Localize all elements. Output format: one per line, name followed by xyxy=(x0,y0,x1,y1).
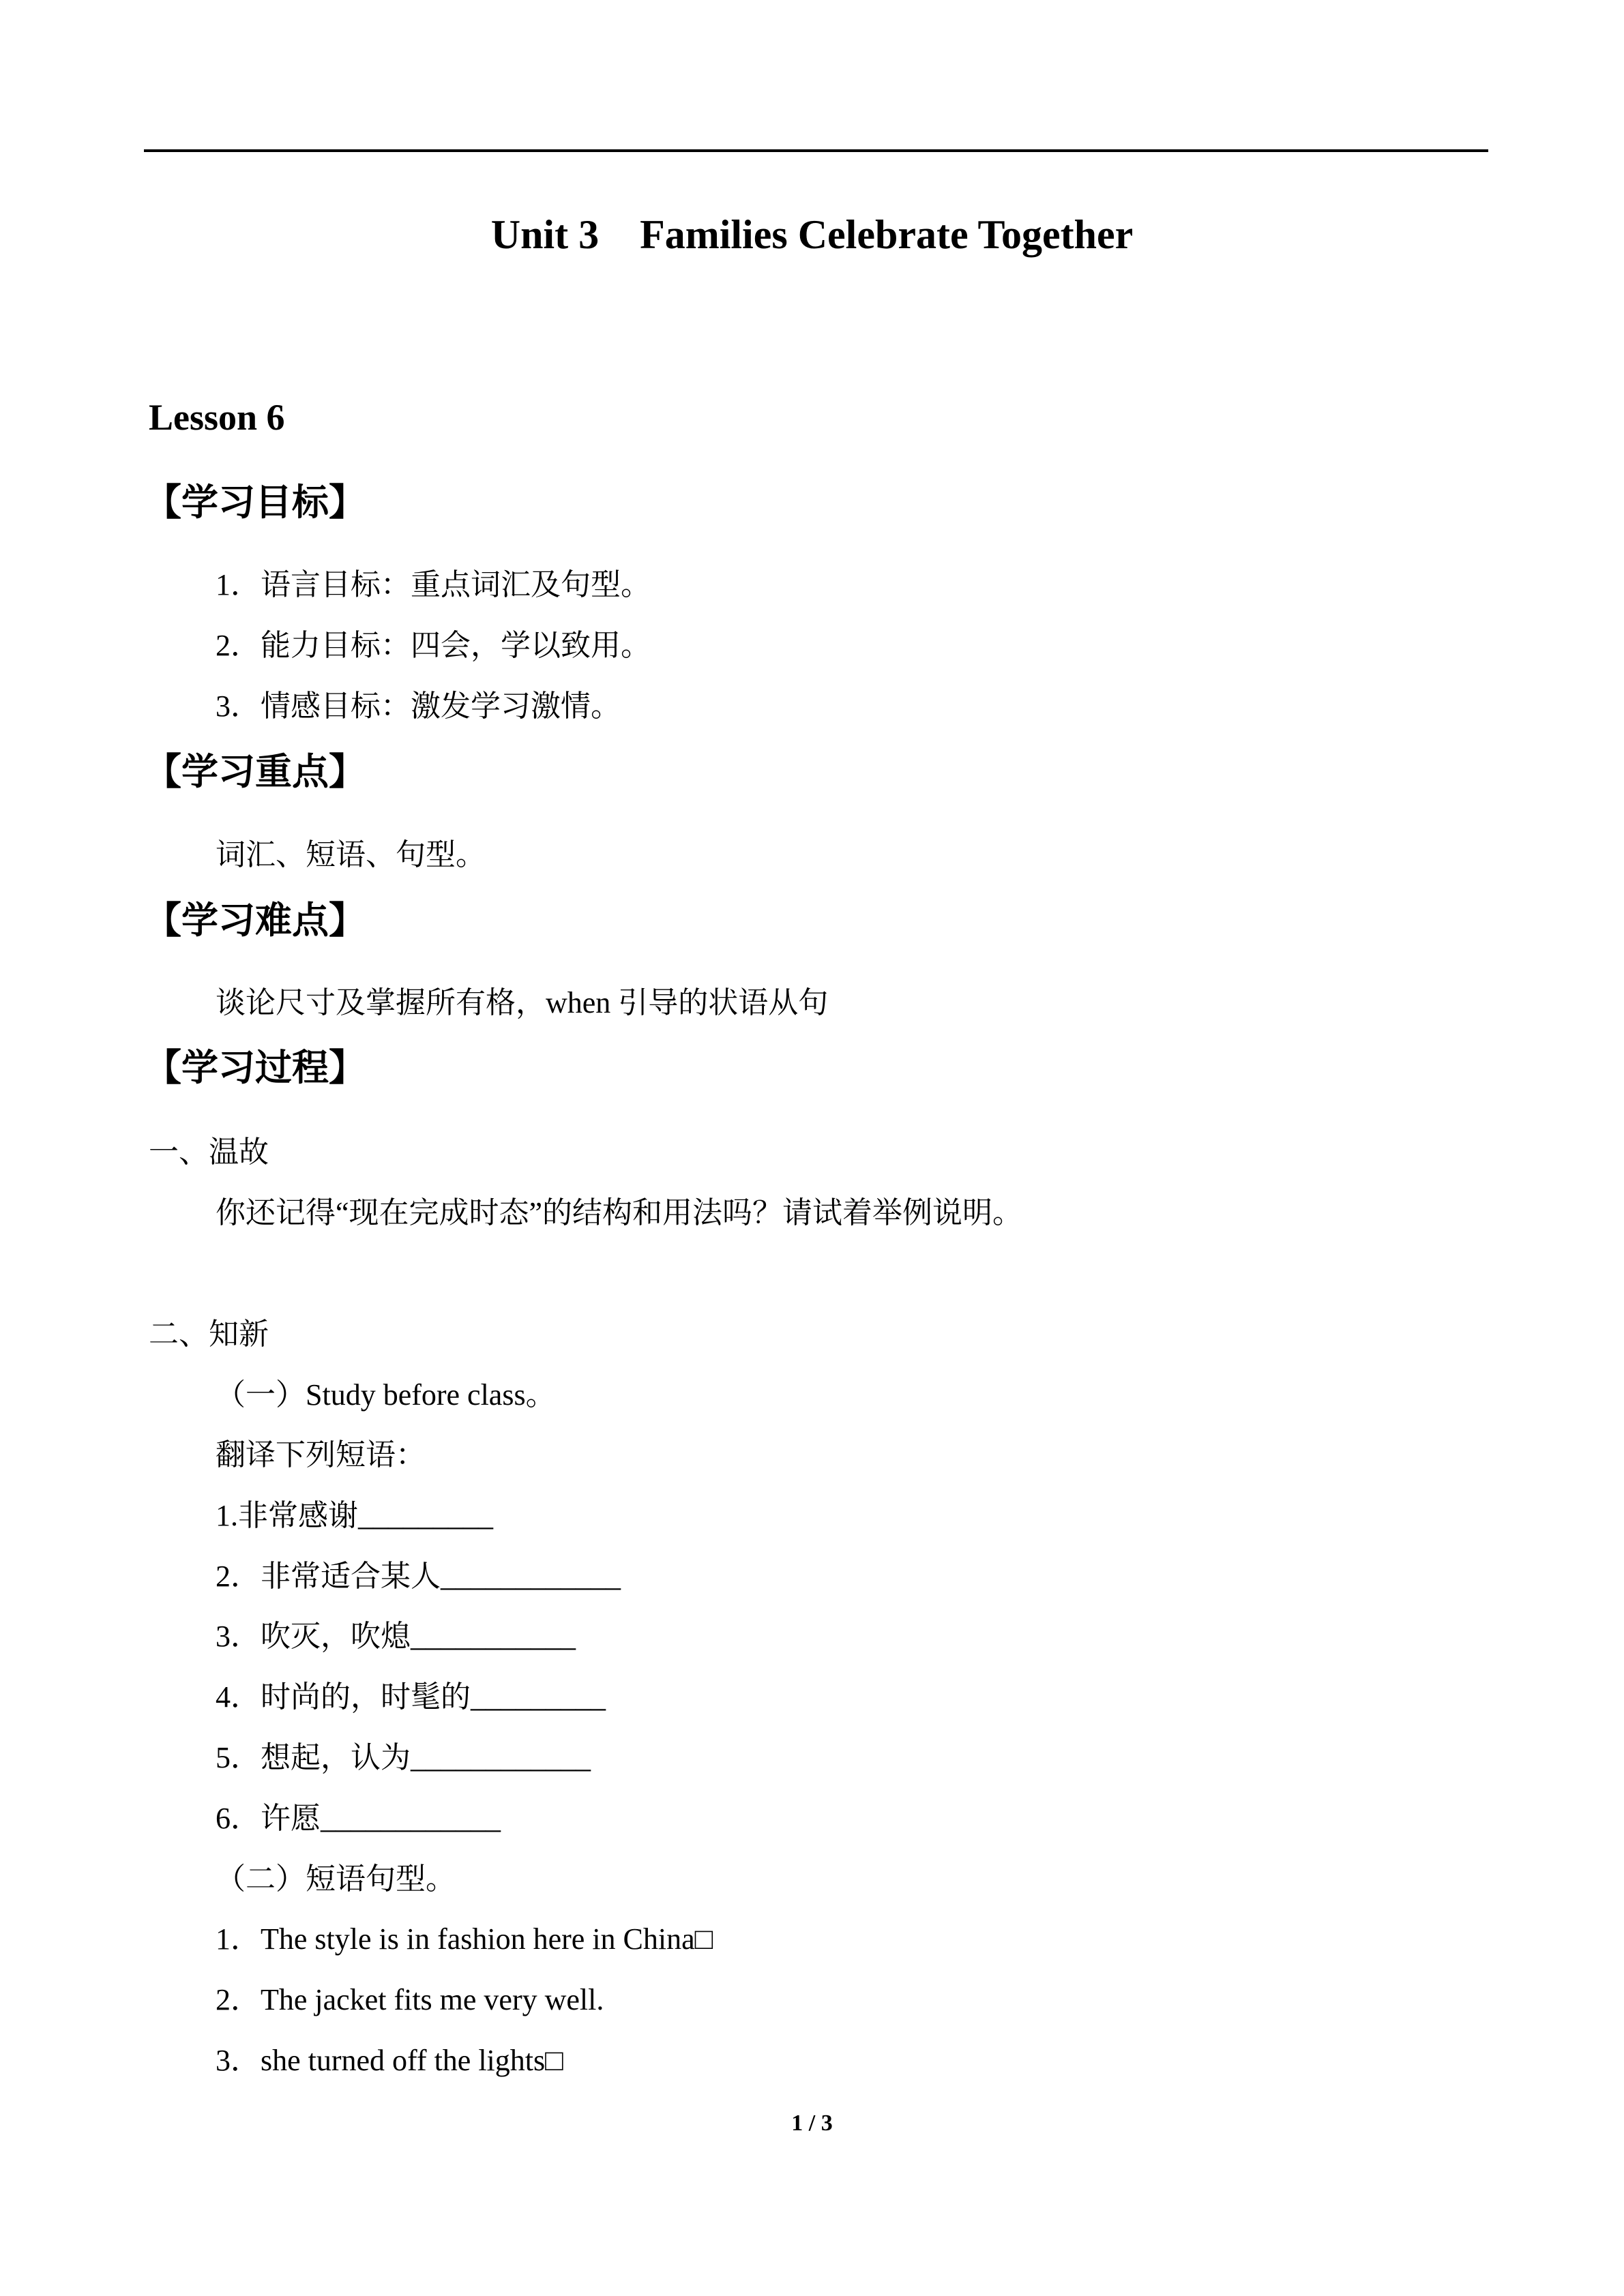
page-number: 1 / 3 xyxy=(791,2111,833,2136)
part2-label: （二）短语句型。 xyxy=(216,1862,456,1896)
lesson-heading: Lesson 6 xyxy=(149,397,285,438)
process-heading: 【学习过程】 xyxy=(145,1046,366,1089)
header-rule xyxy=(144,149,1488,152)
unit-title: Unit 3 Families Celebrate Together xyxy=(490,212,1134,257)
sentence-item: 2．The jacket fits me very well. xyxy=(216,1983,604,2016)
translate-prompt: 翻译下列短语： xyxy=(216,1438,426,1472)
new-knowledge-label: 二、知新 xyxy=(149,1317,269,1351)
phrase-item: 1.非常感谢_________ xyxy=(216,1499,493,1532)
difficulties-text: 谈论尺寸及掌握所有格，when 引导的状语从句 xyxy=(216,986,829,1019)
sentence-item: 3．she turned off the lights□ xyxy=(216,2044,563,2077)
sentence-item: 1．The style is in fashion here in China□ xyxy=(216,1922,713,1956)
part1-label: （一）Study before class。 xyxy=(216,1378,556,1412)
review-text: 你还记得“现在完成时态”的结构和用法吗？请试着举例说明。 xyxy=(216,1196,1023,1229)
objective-item: 3．情感目标：激发学习激情。 xyxy=(216,689,621,723)
key-points-heading: 【学习重点】 xyxy=(145,750,366,793)
objectives-heading: 【学习目标】 xyxy=(145,481,366,524)
phrase-item: 3．吹灭，吹熄___________ xyxy=(216,1620,576,1653)
phrase-item: 4．时尚的，时髦的_________ xyxy=(216,1680,606,1714)
phrase-item: 5．想起，认为____________ xyxy=(216,1741,591,1774)
objective-item: 2．能力目标：四会，学以致用。 xyxy=(216,629,651,662)
objective-item: 1．语言目标：重点词汇及句型。 xyxy=(216,568,651,601)
phrase-item: 6．许愿____________ xyxy=(216,1802,501,1835)
review-label: 一、温故 xyxy=(149,1135,269,1169)
difficulties-heading: 【学习难点】 xyxy=(145,899,366,942)
phrase-item: 2．非常适合某人____________ xyxy=(216,1560,621,1593)
key-points-text: 词汇、短语、句型。 xyxy=(216,838,486,871)
